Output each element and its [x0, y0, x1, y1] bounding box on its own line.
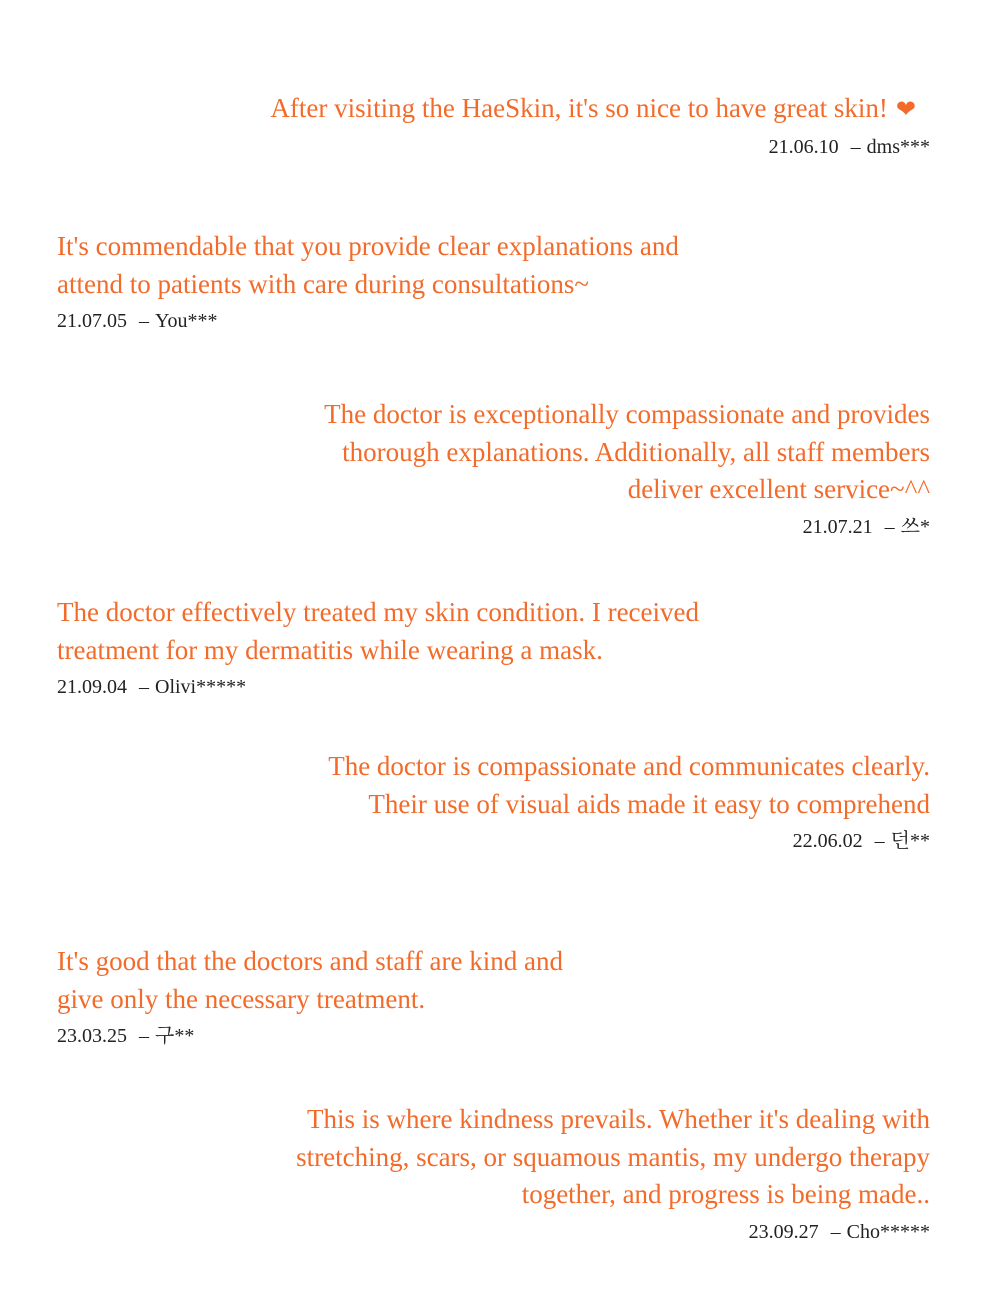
review-dash: – [884, 515, 895, 538]
review-quote-line: deliver excellent service~^^ [627, 474, 930, 504]
review-author: Cho***** [846, 1220, 930, 1243]
review-quote-line: treatment for my dermatitis while wearing a mask. [57, 634, 603, 665]
review-quote-line: Their use of visual aids made it easy to comprehend [368, 788, 930, 819]
review-quote [57, 943, 563, 1018]
review-date: 21.07.05 [57, 310, 127, 332]
review-dash: – [139, 676, 149, 698]
review-quote-line: give only the necessary treatment. [57, 983, 426, 1014]
review-quote-line: The doctor effectively treated my skin condition. I received [57, 597, 700, 627]
review-card [57, 943, 563, 1049]
review-meta [57, 308, 679, 334]
review-author: dms*** [866, 135, 930, 158]
review-meta [57, 674, 699, 700]
review-quote-line: attend to patients with care during consultations~ [57, 268, 589, 299]
review-meta [296, 1219, 930, 1245]
review-quote [324, 396, 930, 509]
review-dash: – [139, 1025, 149, 1047]
review-date: 21.07.21 [802, 515, 873, 538]
review-card [324, 396, 930, 540]
review-card [270, 90, 930, 160]
review-author: You*** [155, 310, 218, 332]
review-quote-line: stretching, scars, or squamous mantis, my undergo therapy [296, 1141, 930, 1172]
review-author: 쓰* [900, 515, 930, 538]
review-card [57, 228, 679, 334]
review-quote-line: It's commendable that you provide clear explanations and [57, 231, 679, 261]
review-quote-line: It's good that the doctors and staff are kind and [57, 946, 563, 976]
review-date: 23.09.27 [748, 1220, 819, 1243]
review-author: Olivi***** [155, 676, 247, 698]
review-quote-line: The doctor is exceptionally compassionate and provides [324, 399, 930, 429]
review-card [57, 594, 699, 700]
review-quote-line: together, and progress is being made.. [521, 1179, 930, 1209]
review-quote-line: thorough explanations. Additionally, all staff members [342, 436, 930, 467]
review-date: 22.06.02 [792, 830, 863, 852]
review-dash: – [850, 135, 861, 158]
review-meta [57, 1023, 563, 1049]
review-date: 23.03.25 [57, 1025, 127, 1047]
review-meta [328, 828, 930, 854]
review-meta [324, 514, 930, 540]
review-dash: – [830, 1220, 841, 1243]
heart-icon: ❤ [895, 95, 916, 123]
review-quote [296, 1101, 930, 1214]
review-quote [57, 594, 699, 669]
review-dash: – [139, 310, 149, 332]
review-card [328, 748, 930, 854]
review-dash: – [874, 830, 885, 852]
review-quote [57, 228, 679, 303]
review-quote [328, 748, 930, 823]
review-author: 던** [890, 830, 930, 852]
review-meta [270, 134, 930, 160]
review-date: 21.06.10 [768, 135, 839, 158]
review-quote [270, 90, 930, 129]
review-card [296, 1101, 930, 1245]
review-date: 21.09.04 [57, 676, 127, 698]
review-quote-line: The doctor is compassionate and communicates clearly. [328, 751, 930, 781]
review-author: 구** [155, 1025, 195, 1047]
review-quote-line: After visiting the HaeSkin, it's so nice to have great skin! ❤ [270, 93, 916, 123]
review-quote-line: This is where kindness prevails. Whether it's dealing with [307, 1104, 930, 1134]
